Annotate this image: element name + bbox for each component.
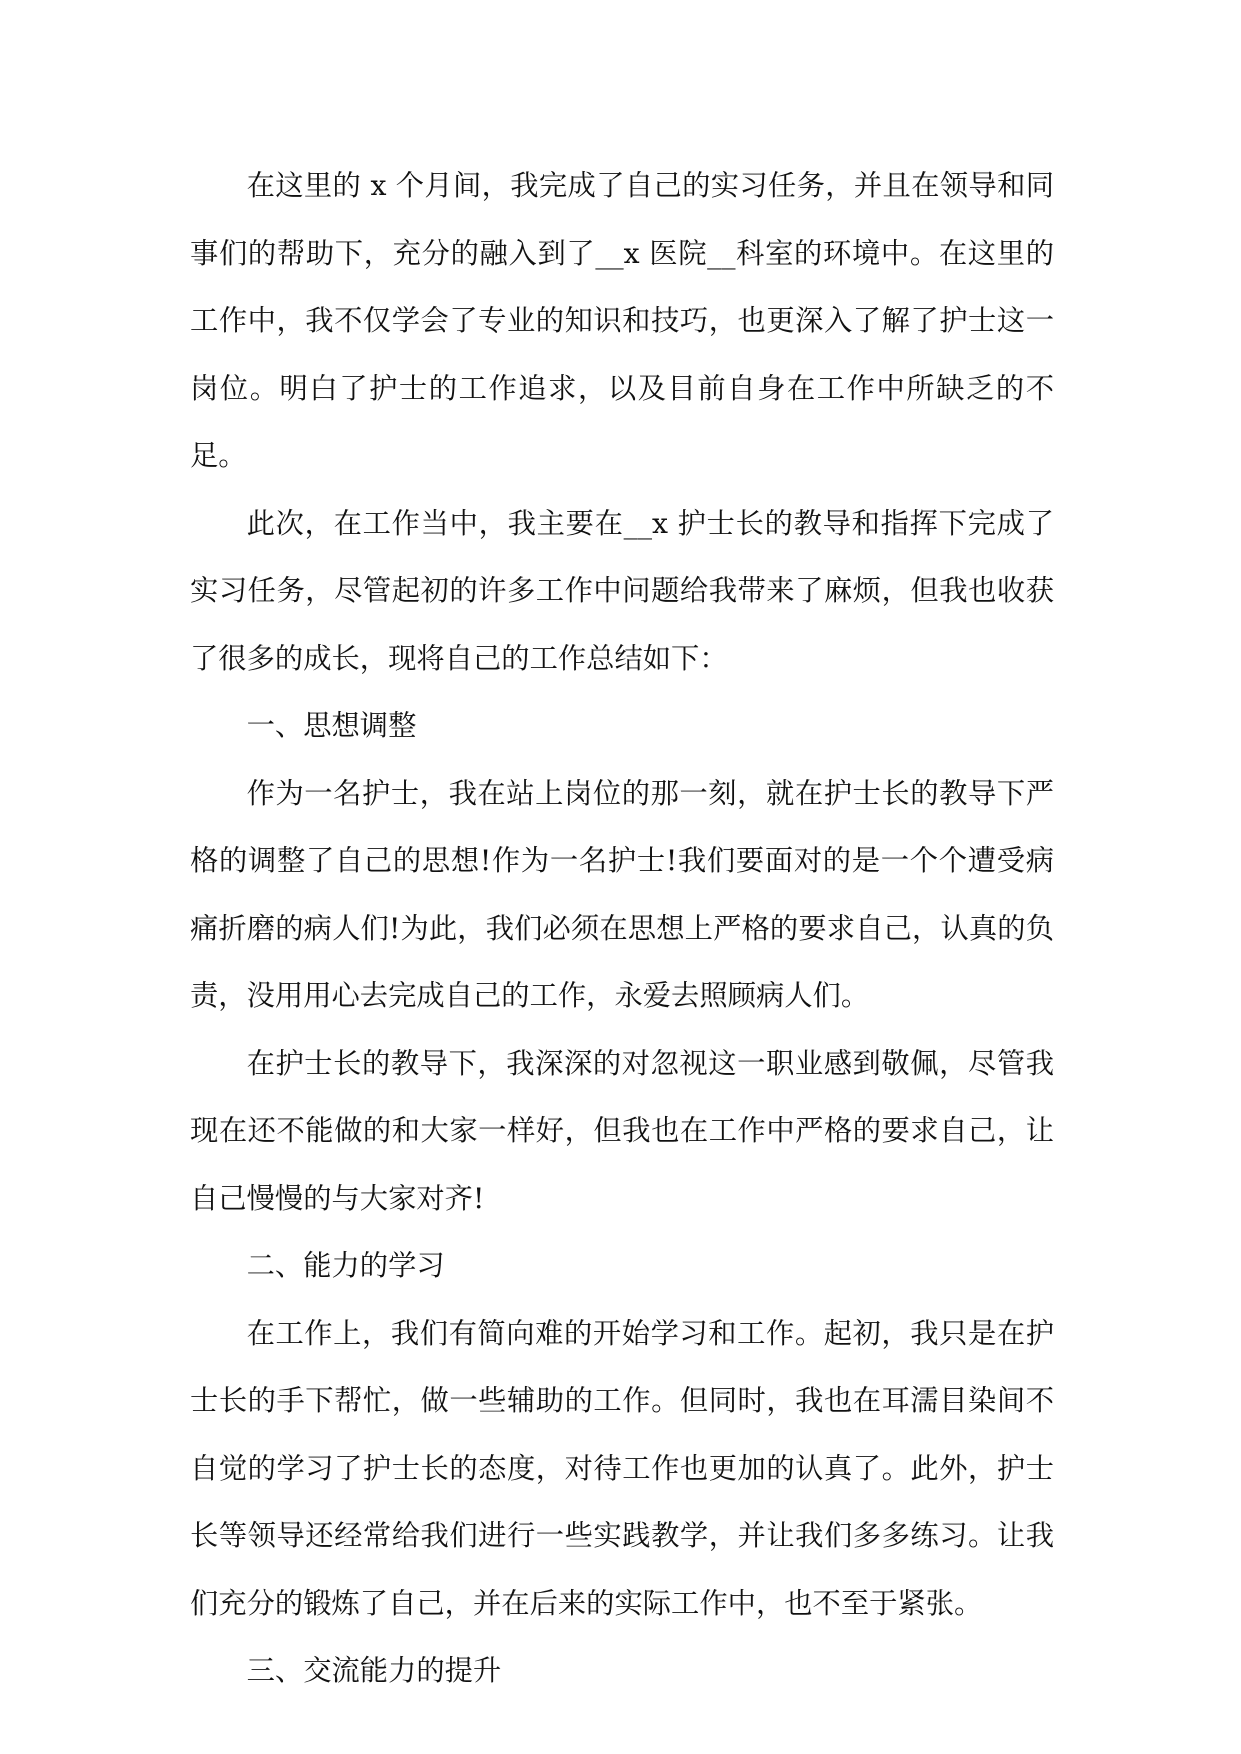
section-heading-thought: 一、思想调整 bbox=[246, 709, 417, 742]
paragraph-thought-1: 作为一名护士，我在站上岗位的那一刻，就在护士长的教导下严格的调整了自己的思想!作为一名护士!我们要面对的是一个个遭受病痛折磨的病人们!为此，我们必须在思想上严格的要求自己，认真的负责，没用用心去完成自己的工作，永爱去照顾病人们。 bbox=[190, 776, 1054, 1012]
paragraph-thought-2: 在护士长的教导下，我深深的对忽视这一职业感到敬佩，尽管我现在还不能做的和大家一样好，但我也在工作中严格的要求自己，让自己慢慢的与大家对齐! bbox=[190, 1046, 1054, 1215]
section-heading-communication: 三、交流能力的提升 bbox=[246, 1654, 502, 1687]
paragraph-overview: 此次，在工作当中，我主要在__x 护士长的教导和指挥下完成了实习任务，尽管起初的许多工作中问题给我带来了麻烦，但我也收获了很多的成长，现将自己的工作总结如下： bbox=[190, 506, 1054, 675]
paragraph-ability: 在工作上，我们有简向难的开始学习和工作。起初，我只是在护士长的手下帮忙，做一些辅助的工作。但同时，我也在耳濡目染间不自觉的学习了护士长的态度，对待工作也更加的认真了。此外，护士长等领导还经常给我们进行一些实践教学，并让我们多多练习。让我们充分的锻炼了自己，并在后来的实际工作中，也不至于紧张。 bbox=[190, 1316, 1054, 1620]
paragraph-intro: 在这里的 x 个月间，我完成了自己的实习任务，并且在领导和同事们的帮助下，充分的融入到了__x 医院__科室的环境中。在这里的工作中，我不仅学会了专业的知识和技巧，也更深入了解了护士这一岗位。明白了护士的工作追求，以及目前自身在工作中所缺乏的不足。 bbox=[190, 169, 1054, 472]
document-body bbox=[190, 152, 1054, 1705]
section-heading-ability: 二、能力的学习 bbox=[246, 1249, 445, 1282]
